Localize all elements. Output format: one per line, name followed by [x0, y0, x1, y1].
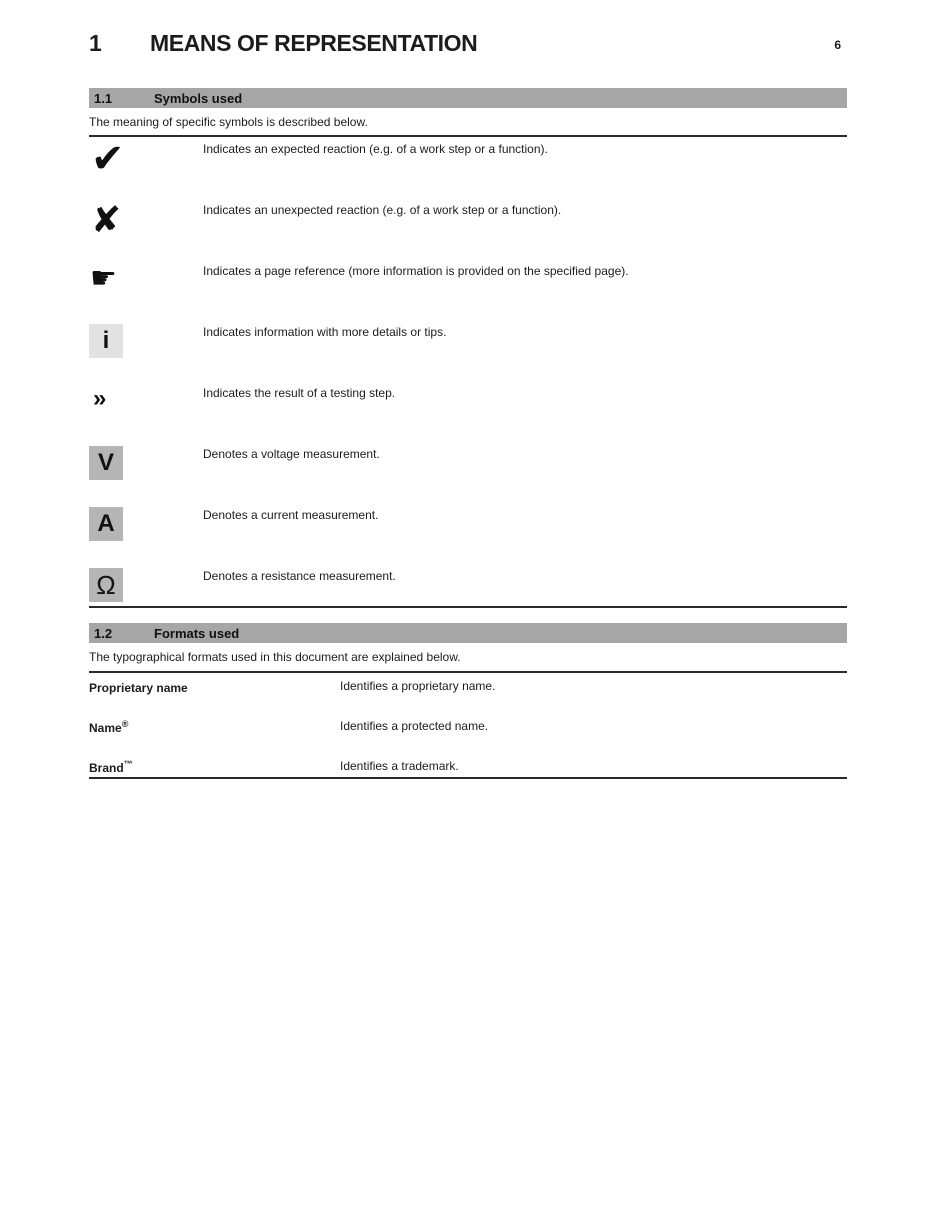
page-reference-icon: ☛: [90, 262, 117, 295]
table-row: [89, 753, 847, 777]
table-row: [89, 198, 847, 259]
section-header-bar: [89, 623, 847, 643]
format-term: Name®: [89, 719, 129, 735]
format-description: Identifies a proprietary name.: [340, 679, 496, 693]
format-term: Brand™: [89, 759, 133, 775]
chapter-header: [89, 30, 847, 57]
resistance-icon: Ω: [89, 568, 123, 602]
table-row: [89, 564, 847, 606]
section-formats-used: [89, 623, 847, 779]
symbol-description: Denotes a resistance measurement.: [203, 569, 396, 583]
symbols-table: [89, 135, 847, 608]
term-superscript: ®: [121, 719, 129, 729]
symbol-description: Indicates information with more details or tips.: [203, 325, 447, 339]
table-row: [89, 673, 847, 713]
table-row: [89, 503, 847, 564]
voltage-icon: V: [89, 446, 123, 480]
symbol-description: Denotes a voltage measurement.: [203, 447, 380, 461]
table-row: [89, 442, 847, 503]
table-row: [89, 713, 847, 753]
symbol-description: Indicates an unexpected reaction (e.g. of a work step or a function).: [203, 203, 562, 217]
section-number: 1.1: [94, 90, 113, 106]
symbol-description: Indicates the result of a testing step.: [203, 386, 396, 400]
table-row: [89, 320, 847, 381]
section-intro: The meaning of specific symbols is described below.: [89, 115, 368, 129]
table-row: [89, 137, 847, 198]
format-description: Identifies a trademark.: [340, 759, 459, 773]
result-icon: »: [93, 385, 107, 412]
chapter-number: 1: [89, 30, 102, 56]
term-superscript: ™: [123, 759, 133, 769]
page-number: 6: [834, 38, 841, 52]
section-title: Formats used: [154, 625, 240, 641]
cross-icon: ✘: [91, 199, 122, 240]
current-icon: A: [89, 507, 123, 541]
symbol-description: Indicates an expected reaction (e.g. of a work step or a function).: [203, 142, 548, 156]
info-icon: i: [89, 324, 123, 358]
format-description: Identifies a protected name.: [340, 719, 489, 733]
section-title: Symbols used: [154, 90, 243, 106]
format-term: Proprietary name: [89, 681, 188, 695]
section-intro: The typographical formats used in this document are explained below.: [89, 650, 461, 664]
formats-table: [89, 671, 847, 779]
symbol-description: Denotes a current measurement.: [203, 508, 379, 522]
page-title: MEANS OF REPRESENTATION: [150, 30, 478, 56]
section-number: 1.2: [94, 625, 113, 641]
check-icon: ✔: [91, 137, 125, 181]
section-symbols-used: [89, 88, 847, 608]
table-row: [89, 259, 847, 320]
symbol-description: Indicates a page reference (more information is provided on the specified page).: [203, 264, 629, 278]
section-header-bar: [89, 88, 847, 108]
table-row: [89, 381, 847, 442]
